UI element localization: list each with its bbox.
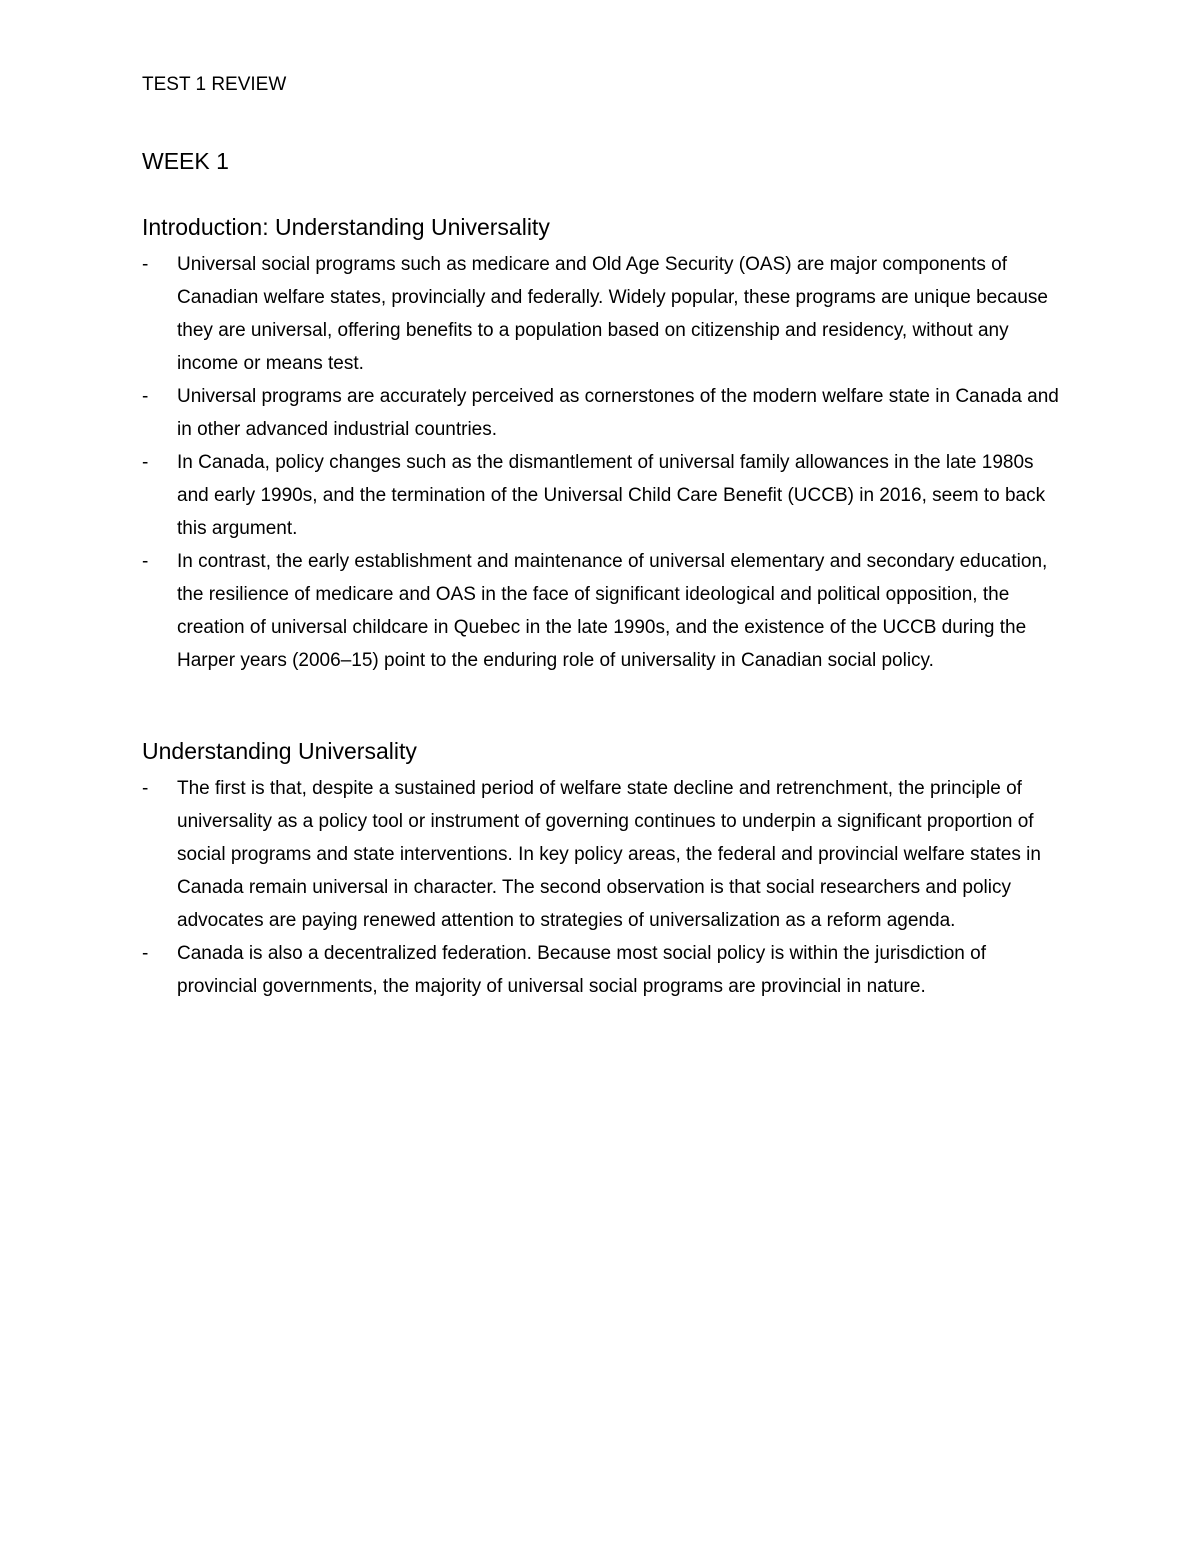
bullet-dash: - — [142, 254, 149, 275]
bullet-dash: - — [142, 386, 149, 407]
list-item-text: Universal social programs such as medicare and Old Age Security (OAS) are major components of Canadian welfare states, provincially and federally. Widely popular, these programs are unique because they are universal, offering benefits to a population based on citizenship and residency, without any income or means test. — [177, 254, 1048, 374]
bullet-list — [142, 248, 1062, 677]
list-item-text: In Canada, policy changes such as the dismantlement of universal family allowances in the late 1980s and early 1990s, and the termination of the Universal Child Care Benefit (UCCB) in 2016, seem to back this argument. — [177, 452, 1046, 539]
section-heading: Introduction: Understanding Universality — [142, 214, 550, 240]
list-item — [142, 772, 1062, 937]
section-introduction — [142, 212, 1062, 677]
week-heading: WEEK 1 — [142, 148, 229, 174]
list-item-text: Canada is also a decentralized federation. Because most social policy is within the jurisdiction of provincial governments, the majority of universal social programs are provincial in nature. — [177, 943, 986, 997]
document-title: TEST 1 REVIEW — [142, 74, 287, 95]
list-item — [142, 545, 1062, 677]
bullet-dash: - — [142, 943, 149, 964]
bullet-dash: - — [142, 452, 149, 473]
bullet-list — [142, 772, 1062, 1003]
section-heading: Understanding Universality — [142, 738, 417, 764]
list-item-text: The first is that, despite a sustained period of welfare state decline and retrenchment, the principle of universality as a policy tool or instrument of governing continues to underpin a significant proportion of social programs and state interventions. In key policy areas, the federal and provincial welfare states in Canada remain universal in character. The second observation is that social researchers and policy advocates are paying renewed attention to strategies of universalization as a reform agenda. — [177, 778, 1041, 931]
bullet-dash: - — [142, 778, 149, 799]
list-item-text: Universal programs are accurately perceived as cornerstones of the modern welfare state in Canada and in other advanced industrial countries. — [177, 386, 1059, 440]
list-item-text: In contrast, the early establishment and maintenance of universal elementary and secondary education, the resilience of medicare and OAS in the face of significant ideological and political opposition, the creation of universal childcare in Quebec in the late 1990s, and the existence of the UCCB during the Harper years (2006–15) point to the enduring role of universality in Canadian social policy. — [177, 551, 1048, 671]
list-item — [142, 248, 1062, 380]
section-understanding-universality — [142, 736, 1062, 1003]
list-item — [142, 937, 1062, 1003]
list-item — [142, 380, 1062, 446]
bullet-dash: - — [142, 551, 149, 572]
list-item — [142, 446, 1062, 545]
